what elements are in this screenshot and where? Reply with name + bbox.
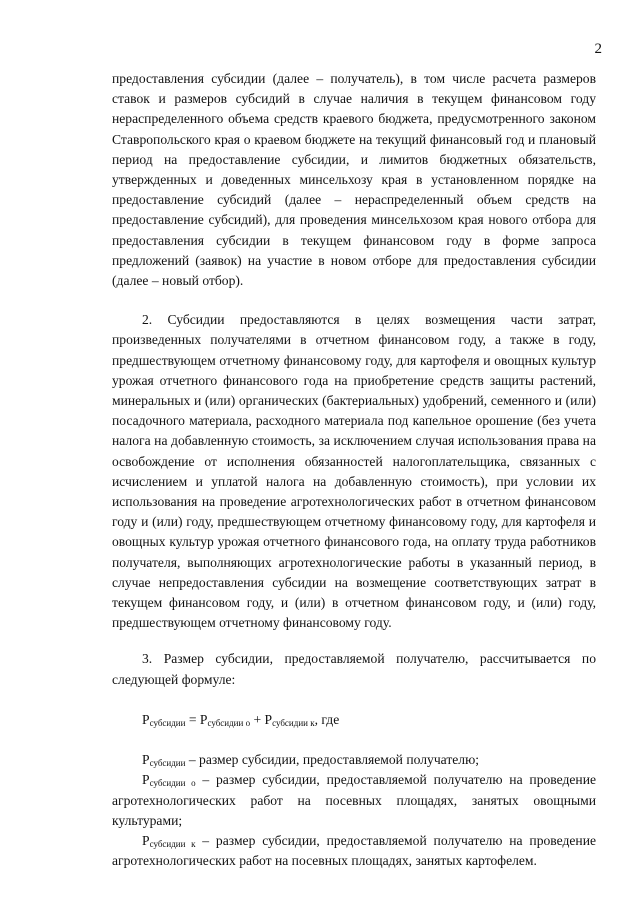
- formula-plus: +: [250, 711, 265, 727]
- formula-term1-subscript: субсидии о: [207, 717, 251, 728]
- legend-item: [112, 750, 596, 770]
- legend-subscript: субсидии к: [149, 838, 196, 849]
- formula-term2-symbol: Р: [264, 711, 273, 727]
- legend-symbol: Р: [142, 772, 150, 788]
- legend-symbol: Р: [142, 832, 150, 848]
- legend-text: – размер субсидии, предоставляемой получателю;: [185, 752, 480, 768]
- paragraph-continuation: предоставления субсидии (далее – получатель), в том числе расчета размеров ставок и размеров субсидий в случае наличия в текущем финансовом году нераспределенного объема средств краевого бюджета, предусмотренного законом Ставропольского края о краевом бюджете на текущий финансовый год и плановый период на предоставление субсидии, и лимитов бюджетных обязательств, утвержденных и доведенных минсельхозу края в установленном порядке на предоставление субсидий (далее – нераспределенный объем средств на предоставление субсидий), для проведения минсельхозом края нового отбора для предоставления субсидии в текущем финансовом году в форме запроса предложений (заявок) на участие в новом отборе для предоставления субсидии (далее – новый отбор).: [112, 71, 596, 289]
- document-body: [112, 69, 596, 871]
- legend-text: – размер субсидии, предоставляемой получателю на проведение агротехнологических работ на посевных площадях, занятых картофелем.: [112, 832, 597, 869]
- legend-subscript: субсидии о: [149, 778, 196, 789]
- formula-tail: , где: [314, 711, 340, 727]
- formula-lhs-subscript: субсидии: [149, 717, 186, 728]
- formula-lhs-symbol: Р: [142, 711, 150, 727]
- paragraph-clause-3: 3. Размер субсидии, предоставляемой получателю, рассчитывается по следующей формуле:: [112, 651, 596, 687]
- paragraph-clause-2: 2. Субсидии предоставляются в целях возмещения части затрат, произведенных получателями в отчетном финансовом году, а также в году, предшествующем отчетному финансовому году, для картофеля и овощных культур урожая отчетного финансового года на приобретение средств защиты растений, минеральных и (или) органических (бактериальных) удобрений, семенного и (или) посадочного материала, расходного материала под капельное орошение (без учета налога на добавленную стоимость, за исключением случая использования права на освобождение от исполнения обязанностей налогоплательщика, связанных с исчислением и уплатой налога на добавленную стоимость), при условии их использования на проведение агротехнологических работ в отчетном финансовом году и (или) году, предшествующем отчетному финансовому году, для картофеля и овощных культур урожая отчетного финансового года, на оплату труда работников получателя, выполняющих агротехнологические работы в указанный период, в случае непредоставления субсидии на возмещение соответствующих затрат в текущем финансовом году, и (или) в отчетном финансовом году, и (или) году, предшествующем отчетному финансовому году.: [112, 312, 596, 631]
- legend-subscript: субсидии: [149, 758, 186, 769]
- formula-equals: =: [185, 711, 200, 727]
- legend-symbol: Р: [142, 752, 150, 768]
- formula-term1-symbol: Р: [199, 711, 208, 727]
- legend-item: [112, 770, 596, 831]
- legend-item: [112, 831, 596, 871]
- formula-term2-subscript: субсидии к: [272, 717, 315, 728]
- page-number: 2: [594, 41, 602, 57]
- legend-text: – размер субсидии, предоставляемой получателю на проведение агротехнологических работ на посевных площадях, занятых овощными культурами;: [112, 772, 597, 828]
- subsidy-formula: [112, 710, 596, 730]
